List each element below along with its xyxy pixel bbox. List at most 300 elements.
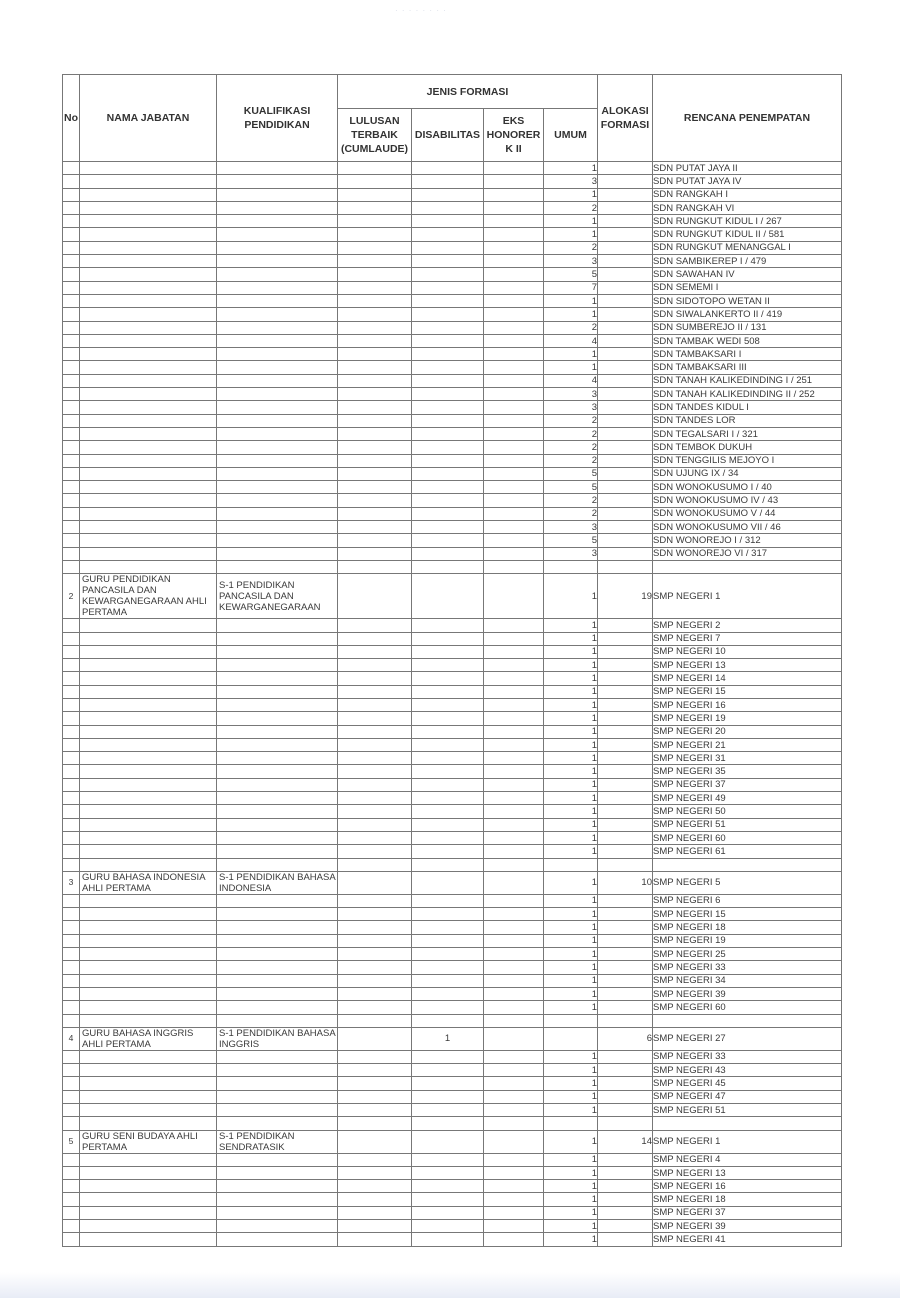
nama-jabatan-cell	[80, 908, 217, 921]
penempatan-cell: SMP NEGERI 60	[653, 1001, 842, 1014]
nama-jabatan-cell	[80, 845, 217, 858]
disabilitas-cell	[412, 427, 484, 440]
table-header	[63, 75, 842, 162]
umum-cell: 1	[544, 361, 598, 374]
disabilitas-cell	[412, 574, 484, 619]
no-cell: 5	[63, 1130, 80, 1153]
spacer-cell	[63, 1117, 80, 1130]
nama-jabatan-cell	[80, 241, 217, 254]
kualifikasi-cell	[217, 241, 338, 254]
disabilitas-cell	[412, 619, 484, 632]
kualifikasi-cell	[217, 255, 338, 268]
penempatan-cell: SDN WONOREJO VI / 317	[653, 547, 842, 560]
disabilitas-cell	[412, 1001, 484, 1014]
penempatan-cell: SMP NEGERI 19	[653, 934, 842, 947]
nama-jabatan-cell	[80, 547, 217, 560]
no-cell	[63, 521, 80, 534]
umum-cell: 1	[544, 805, 598, 818]
kualifikasi-cell	[217, 321, 338, 334]
table-row	[63, 961, 842, 974]
table-row	[63, 845, 842, 858]
lulusan-terbaik-cell	[338, 334, 412, 347]
nama-jabatan-cell	[80, 818, 217, 831]
kualifikasi-cell	[217, 1090, 338, 1103]
umum-cell: 5	[544, 268, 598, 281]
kualifikasi-cell	[217, 818, 338, 831]
no-cell	[63, 241, 80, 254]
lulusan-terbaik-cell	[338, 961, 412, 974]
kualifikasi-cell	[217, 1050, 338, 1063]
kualifikasi-cell	[217, 507, 338, 520]
disabilitas-cell	[412, 765, 484, 778]
disabilitas-cell	[412, 534, 484, 547]
lulusan-terbaik-cell	[338, 574, 412, 619]
kualifikasi-cell	[217, 1104, 338, 1117]
alokasi-cell	[598, 1153, 653, 1166]
nama-jabatan-cell	[80, 831, 217, 844]
disabilitas-cell	[412, 632, 484, 645]
alokasi-cell	[598, 685, 653, 698]
disabilitas-cell	[412, 738, 484, 751]
nama-jabatan-cell	[80, 934, 217, 947]
alokasi-cell	[598, 228, 653, 241]
penempatan-cell: SMP NEGERI 13	[653, 659, 842, 672]
lulusan-terbaik-cell	[338, 1193, 412, 1206]
nama-jabatan-cell	[80, 268, 217, 281]
alokasi-cell	[598, 725, 653, 738]
eks-honorer-cell	[484, 921, 544, 934]
alokasi-cell	[598, 162, 653, 175]
alokasi-cell	[598, 268, 653, 281]
lulusan-terbaik-cell	[338, 765, 412, 778]
kualifikasi-cell: S-1 PENDIDIKAN SENDRATASIK	[217, 1130, 338, 1153]
umum-cell: 1	[544, 1090, 598, 1103]
alokasi-cell	[598, 948, 653, 961]
no-cell	[63, 738, 80, 751]
table-row	[63, 175, 842, 188]
no-cell	[63, 894, 80, 907]
lulusan-terbaik-cell	[338, 921, 412, 934]
nama-jabatan-cell	[80, 228, 217, 241]
no-cell	[63, 619, 80, 632]
disabilitas-cell	[412, 1193, 484, 1206]
disabilitas-cell	[412, 871, 484, 894]
kualifikasi-cell	[217, 175, 338, 188]
penempatan-cell: SMP NEGERI 60	[653, 831, 842, 844]
alokasi-cell	[598, 659, 653, 672]
no-cell	[63, 831, 80, 844]
nama-jabatan-cell	[80, 698, 217, 711]
no-cell: 3	[63, 871, 80, 894]
eks-honorer-cell	[484, 698, 544, 711]
nama-jabatan-cell	[80, 1153, 217, 1166]
spacer-cell	[653, 858, 842, 871]
lulusan-terbaik-cell	[338, 414, 412, 427]
spacer-cell	[598, 560, 653, 573]
nama-jabatan-cell	[80, 454, 217, 467]
table-row	[63, 494, 842, 507]
eks-honorer-cell	[484, 871, 544, 894]
disabilitas-cell	[412, 281, 484, 294]
table-row	[63, 534, 842, 547]
kualifikasi-cell	[217, 414, 338, 427]
lulusan-terbaik-cell	[338, 672, 412, 685]
disabilitas-cell	[412, 1220, 484, 1233]
header-rencana: RENCANA PENEMPATAN	[653, 75, 842, 162]
header-eks-honorer: EKS HONORER K II	[484, 109, 544, 162]
eks-honorer-cell	[484, 401, 544, 414]
kualifikasi-cell	[217, 1193, 338, 1206]
nama-jabatan-cell	[80, 175, 217, 188]
kualifikasi-cell	[217, 201, 338, 214]
penempatan-cell: SDN PUTAT JAYA II	[653, 162, 842, 175]
nama-jabatan-cell	[80, 1050, 217, 1063]
kualifikasi-cell	[217, 281, 338, 294]
eks-honorer-cell	[484, 574, 544, 619]
disabilitas-cell	[412, 672, 484, 685]
alokasi-cell	[598, 1064, 653, 1077]
kualifikasi-cell	[217, 908, 338, 921]
spacer-cell	[544, 1014, 598, 1027]
umum-cell: 1	[544, 672, 598, 685]
disabilitas-cell	[412, 481, 484, 494]
kualifikasi-cell	[217, 361, 338, 374]
umum-cell: 3	[544, 388, 598, 401]
umum-cell: 1	[544, 1001, 598, 1014]
umum-cell: 1	[544, 188, 598, 201]
kualifikasi-cell	[217, 698, 338, 711]
header-umum: UMUM	[544, 109, 598, 162]
lulusan-terbaik-cell	[338, 805, 412, 818]
alokasi-cell	[598, 921, 653, 934]
kualifikasi-cell	[217, 645, 338, 658]
alokasi-cell	[598, 547, 653, 560]
disabilitas-cell	[412, 228, 484, 241]
spacer-cell	[598, 1117, 653, 1130]
eks-honorer-cell	[484, 831, 544, 844]
table-row	[63, 805, 842, 818]
penempatan-cell: SDN TEGALSARI I / 321	[653, 427, 842, 440]
penempatan-cell: SMP NEGERI 33	[653, 1050, 842, 1063]
table-row	[63, 281, 842, 294]
table-row	[63, 268, 842, 281]
no-cell	[63, 725, 80, 738]
umum-cell: 2	[544, 494, 598, 507]
lulusan-terbaik-cell	[338, 752, 412, 765]
kualifikasi-cell	[217, 792, 338, 805]
table-row	[63, 894, 842, 907]
scan-edge	[0, 1272, 900, 1298]
penempatan-cell: SMP NEGERI 50	[653, 805, 842, 818]
lulusan-terbaik-cell	[338, 1206, 412, 1219]
lulusan-terbaik-cell	[338, 698, 412, 711]
lulusan-terbaik-cell	[338, 792, 412, 805]
lulusan-terbaik-cell	[338, 645, 412, 658]
no-cell	[63, 908, 80, 921]
alokasi-cell	[598, 645, 653, 658]
kualifikasi-cell	[217, 401, 338, 414]
spacer-cell	[338, 1117, 412, 1130]
umum-cell: 1	[544, 685, 598, 698]
table-row	[63, 948, 842, 961]
nama-jabatan-cell	[80, 685, 217, 698]
penempatan-cell: SMP NEGERI 25	[653, 948, 842, 961]
kualifikasi-cell	[217, 348, 338, 361]
disabilitas-cell	[412, 1206, 484, 1219]
umum-cell: 1	[544, 921, 598, 934]
nama-jabatan-cell	[80, 1180, 217, 1193]
table-row	[63, 241, 842, 254]
spacer-cell	[653, 1117, 842, 1130]
nama-jabatan-cell	[80, 401, 217, 414]
nama-jabatan-cell	[80, 388, 217, 401]
kualifikasi-cell	[217, 752, 338, 765]
disabilitas-cell	[412, 961, 484, 974]
lulusan-terbaik-cell	[338, 725, 412, 738]
disabilitas-cell	[412, 831, 484, 844]
table-row	[63, 1180, 842, 1193]
lulusan-terbaik-cell	[338, 948, 412, 961]
penempatan-cell: SMP NEGERI 37	[653, 1206, 842, 1219]
umum-cell: 1	[544, 712, 598, 725]
table-row	[63, 792, 842, 805]
nama-jabatan-cell	[80, 427, 217, 440]
alokasi-cell	[598, 467, 653, 480]
lulusan-terbaik-cell	[338, 388, 412, 401]
penempatan-cell: SDN SIWALANKERTO II / 419	[653, 308, 842, 321]
no-cell	[63, 481, 80, 494]
eks-honorer-cell	[484, 752, 544, 765]
table-row	[63, 738, 842, 751]
penempatan-cell: SMP NEGERI 6	[653, 894, 842, 907]
umum-cell: 5	[544, 481, 598, 494]
table-row	[63, 188, 842, 201]
penempatan-cell: SDN WONOKUSUMO IV / 43	[653, 494, 842, 507]
no-cell	[63, 507, 80, 520]
eks-honorer-cell	[484, 1220, 544, 1233]
lulusan-terbaik-cell	[338, 321, 412, 334]
lulusan-terbaik-cell	[338, 632, 412, 645]
eks-honorer-cell	[484, 934, 544, 947]
kualifikasi-cell	[217, 778, 338, 791]
umum-cell: 1	[544, 948, 598, 961]
umum-cell: 1	[544, 1104, 598, 1117]
umum-cell: 3	[544, 175, 598, 188]
penempatan-cell: SMP NEGERI 35	[653, 765, 842, 778]
eks-honorer-cell	[484, 441, 544, 454]
disabilitas-cell	[412, 894, 484, 907]
lulusan-terbaik-cell	[338, 348, 412, 361]
no-cell: 4	[63, 1027, 80, 1050]
kualifikasi-cell	[217, 987, 338, 1000]
disabilitas-cell	[412, 321, 484, 334]
alokasi-cell	[598, 1104, 653, 1117]
header-jenis-formasi: JENIS FORMASI	[338, 75, 598, 109]
alokasi-cell	[598, 201, 653, 214]
disabilitas-cell	[412, 507, 484, 520]
penempatan-cell: SMP NEGERI 18	[653, 921, 842, 934]
alokasi-cell	[598, 361, 653, 374]
lulusan-terbaik-cell	[338, 1220, 412, 1233]
lulusan-terbaik-cell	[338, 908, 412, 921]
penempatan-cell: SDN PUTAT JAYA IV	[653, 175, 842, 188]
alokasi-cell	[598, 974, 653, 987]
lulusan-terbaik-cell	[338, 1001, 412, 1014]
kualifikasi-cell	[217, 481, 338, 494]
table-row	[63, 908, 842, 921]
umum-cell: 1	[544, 1064, 598, 1077]
no-cell	[63, 414, 80, 427]
spacer-cell	[217, 858, 338, 871]
nama-jabatan-cell	[80, 778, 217, 791]
umum-cell: 1	[544, 1050, 598, 1063]
alokasi-cell	[598, 241, 653, 254]
kualifikasi-cell	[217, 894, 338, 907]
umum-cell	[544, 1027, 598, 1050]
penempatan-cell: SMP NEGERI 21	[653, 738, 842, 751]
kualifikasi-cell	[217, 454, 338, 467]
no-cell	[63, 334, 80, 347]
kualifikasi-cell	[217, 467, 338, 480]
disabilitas-cell: 1	[412, 1027, 484, 1050]
table-row	[63, 255, 842, 268]
alokasi-cell	[598, 401, 653, 414]
penempatan-cell: SMP NEGERI 1	[653, 574, 842, 619]
lulusan-terbaik-cell	[338, 534, 412, 547]
penempatan-cell: SDN TEMBOK DUKUH	[653, 441, 842, 454]
disabilitas-cell	[412, 987, 484, 1000]
spacer-row	[63, 858, 842, 871]
header-nama-jabatan: NAMA JABATAN	[80, 75, 217, 162]
eks-honorer-cell	[484, 241, 544, 254]
eks-honorer-cell	[484, 765, 544, 778]
alokasi-cell	[598, 1077, 653, 1090]
alokasi-cell	[598, 1090, 653, 1103]
lulusan-terbaik-cell	[338, 441, 412, 454]
disabilitas-cell	[412, 698, 484, 711]
disabilitas-cell	[412, 454, 484, 467]
lulusan-terbaik-cell	[338, 494, 412, 507]
nama-jabatan-cell	[80, 712, 217, 725]
no-cell	[63, 427, 80, 440]
disabilitas-cell	[412, 1180, 484, 1193]
eks-honorer-cell	[484, 215, 544, 228]
no-cell	[63, 201, 80, 214]
alokasi-cell	[598, 414, 653, 427]
table-row	[63, 427, 842, 440]
kualifikasi-cell	[217, 521, 338, 534]
table-row	[63, 547, 842, 560]
nama-jabatan-cell	[80, 281, 217, 294]
table-row	[63, 215, 842, 228]
penempatan-cell: SMP NEGERI 7	[653, 632, 842, 645]
table-row	[63, 765, 842, 778]
table-row	[63, 1077, 842, 1090]
umum-cell: 1	[544, 765, 598, 778]
lulusan-terbaik-cell	[338, 241, 412, 254]
eks-honorer-cell	[484, 281, 544, 294]
penempatan-cell: SMP NEGERI 47	[653, 1090, 842, 1103]
formasi-sheet	[62, 74, 841, 1247]
disabilitas-cell	[412, 268, 484, 281]
penempatan-cell: SDN WONOREJO I / 312	[653, 534, 842, 547]
alokasi-cell	[598, 1166, 653, 1179]
no-cell	[63, 1050, 80, 1063]
table-row	[63, 1130, 842, 1153]
kualifikasi-cell: S-1 PENDIDIKAN BAHASA INGGRIS	[217, 1027, 338, 1050]
lulusan-terbaik-cell	[338, 481, 412, 494]
disabilitas-cell	[412, 414, 484, 427]
eks-honorer-cell	[484, 1166, 544, 1179]
penempatan-cell: SDN RANGKAH I	[653, 188, 842, 201]
nama-jabatan-cell	[80, 201, 217, 214]
lulusan-terbaik-cell	[338, 1090, 412, 1103]
header-no: No	[63, 75, 80, 162]
no-cell	[63, 645, 80, 658]
kualifikasi-cell	[217, 374, 338, 387]
lulusan-terbaik-cell	[338, 894, 412, 907]
eks-honorer-cell	[484, 818, 544, 831]
table-row	[63, 361, 842, 374]
lulusan-terbaik-cell	[338, 507, 412, 520]
spacer-cell	[338, 1014, 412, 1027]
eks-honorer-cell	[484, 778, 544, 791]
nama-jabatan-cell	[80, 619, 217, 632]
disabilitas-cell	[412, 725, 484, 738]
table-row	[63, 294, 842, 307]
penempatan-cell: SDN WONOKUSUMO I / 40	[653, 481, 842, 494]
kualifikasi-cell	[217, 805, 338, 818]
no-cell	[63, 961, 80, 974]
no-cell	[63, 778, 80, 791]
alokasi-cell	[598, 294, 653, 307]
eks-honorer-cell	[484, 414, 544, 427]
no-cell	[63, 175, 80, 188]
no-cell	[63, 294, 80, 307]
eks-honorer-cell	[484, 507, 544, 520]
penempatan-cell: SDN TANAH KALIKEDINDING I / 251	[653, 374, 842, 387]
eks-honorer-cell	[484, 521, 544, 534]
disabilitas-cell	[412, 934, 484, 947]
kualifikasi-cell	[217, 547, 338, 560]
no-cell	[63, 401, 80, 414]
alokasi-cell	[598, 175, 653, 188]
no-cell	[63, 712, 80, 725]
table-row	[63, 201, 842, 214]
penempatan-cell: SMP NEGERI 15	[653, 908, 842, 921]
eks-honorer-cell	[484, 1064, 544, 1077]
umum-cell: 1	[544, 308, 598, 321]
table-row	[63, 348, 842, 361]
penempatan-cell: SDN TANAH KALIKEDINDING II / 252	[653, 388, 842, 401]
table-row	[63, 374, 842, 387]
no-cell	[63, 268, 80, 281]
nama-jabatan-cell	[80, 792, 217, 805]
eks-honorer-cell	[484, 188, 544, 201]
alokasi-cell	[598, 481, 653, 494]
alokasi-cell: 6	[598, 1027, 653, 1050]
table-row	[63, 574, 842, 619]
nama-jabatan-cell	[80, 188, 217, 201]
lulusan-terbaik-cell	[338, 215, 412, 228]
lulusan-terbaik-cell	[338, 454, 412, 467]
umum-cell: 1	[544, 1077, 598, 1090]
eks-honorer-cell	[484, 948, 544, 961]
alokasi-cell	[598, 698, 653, 711]
kualifikasi-cell	[217, 1064, 338, 1077]
kualifikasi-cell	[217, 308, 338, 321]
eks-honorer-cell	[484, 1130, 544, 1153]
